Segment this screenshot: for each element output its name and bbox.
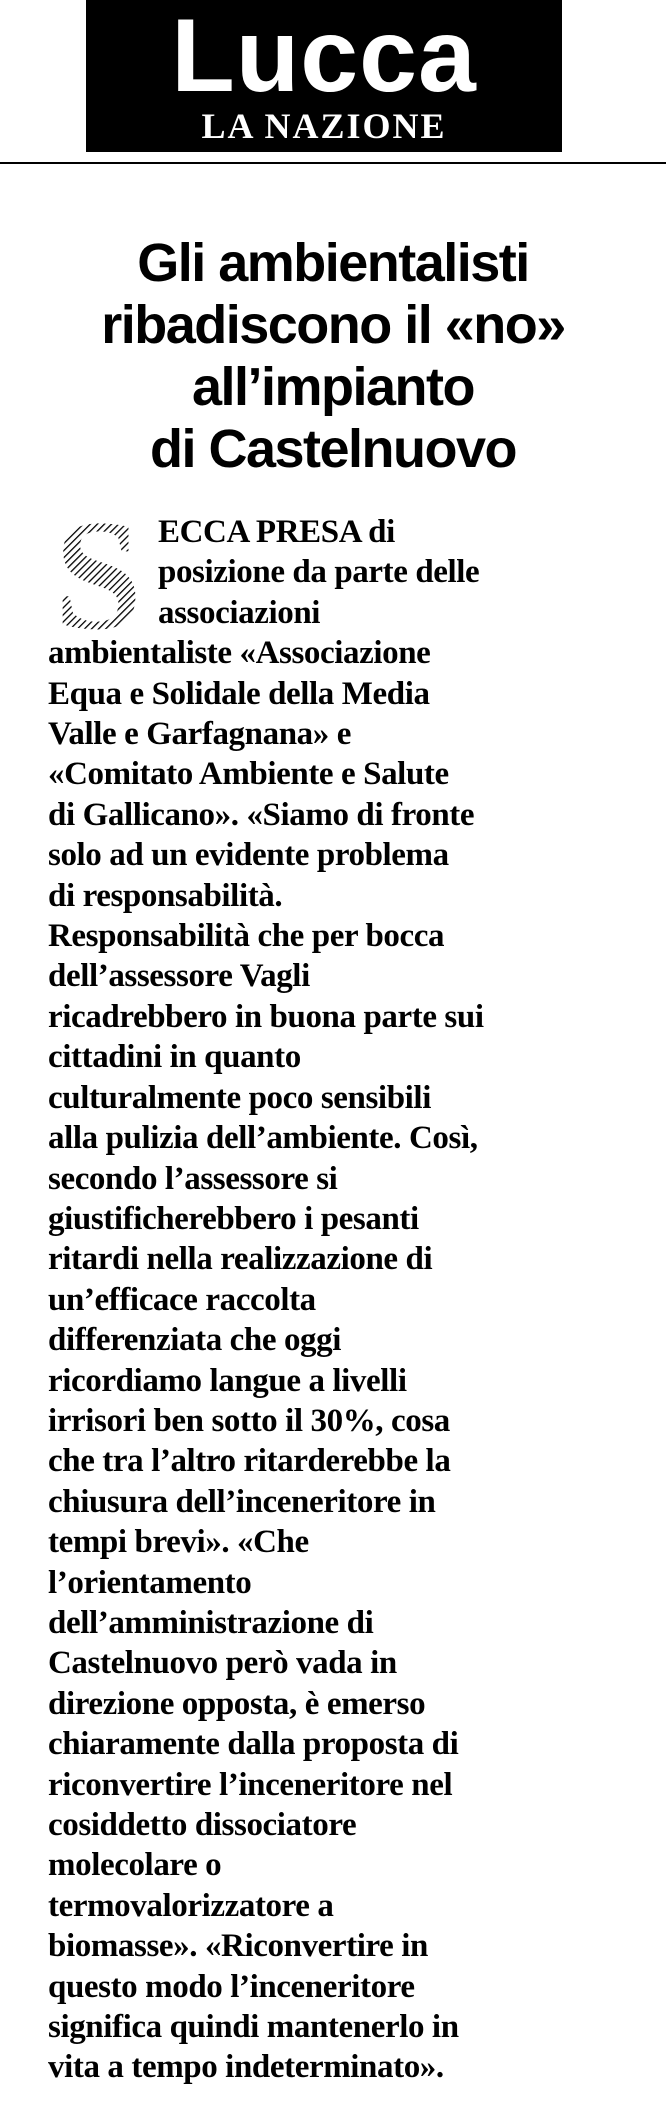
- article-line: ECCA PRESA di: [158, 514, 395, 550]
- header-rule: [0, 162, 666, 164]
- article-line: che tra l’altro ritarderebbe la: [48, 1443, 451, 1480]
- article-line: secondo l’assessore si: [48, 1160, 338, 1197]
- article-line: Responsabilità che per bocca: [48, 918, 445, 955]
- masthead-paper-name: LA NAZIONE: [201, 106, 447, 146]
- article-line: associazioni: [158, 594, 321, 631]
- article-line: ritardi nella realizzazione di: [48, 1241, 433, 1278]
- article-line: significa quindi mantenerlo in: [48, 2009, 459, 2046]
- article-line: questo modo l’inceneritore: [48, 1968, 415, 2005]
- article-line: molecolare o: [48, 1847, 222, 1884]
- masthead-city: Lucca: [171, 0, 477, 114]
- headline-line: ribadiscono il «no»: [101, 295, 565, 355]
- article-line: di responsabilità.: [48, 877, 283, 914]
- article-line: Castelnuovo però vada in: [48, 1645, 397, 1682]
- article-line: posizione da parte delle: [158, 554, 480, 591]
- article-line: tempi brevi». «Che: [48, 1524, 309, 1561]
- article-body: [48, 512, 618, 2088]
- article-line: chiaramente dalla proposta di: [48, 1726, 459, 1763]
- article-line: l’orientamento: [48, 1564, 252, 1601]
- drop-cap: [48, 516, 148, 634]
- article-line: dell’assessore Vagli: [48, 958, 310, 995]
- article-line: Valle e Garfagnana» e: [48, 716, 351, 753]
- article-line: Equa e Solidale della Media: [48, 675, 430, 712]
- article-line: riconvertire l’inceneritore nel: [48, 1766, 453, 1803]
- article-line: un’efficace raccolta: [48, 1281, 316, 1318]
- article-line: alla pulizia dell’ambiente. Così,: [48, 1120, 478, 1157]
- article-line: ricordiamo langue a livelli: [48, 1362, 407, 1399]
- article-line: giustificherebbero i pesanti: [48, 1200, 419, 1237]
- article-line: direzione opposta, è emerso: [48, 1685, 426, 1722]
- article-line: di Gallicano». «Siamo di fronte: [48, 796, 475, 833]
- article-line: termovalorizzatore a: [48, 1887, 334, 1924]
- article-line: cittadini in quanto: [48, 1039, 301, 1076]
- article-line: vita a tempo indeterminato».: [48, 2049, 444, 2086]
- article-line: ambientaliste «Associazione: [48, 635, 431, 672]
- article-line: ricadrebbero in buona parte sui: [48, 998, 484, 1035]
- article-line: culturalmente poco sensibili: [48, 1079, 431, 1116]
- headline-line: di Castelnuovo: [149, 419, 517, 479]
- drop-cap-letter: S: [54, 516, 142, 634]
- article-line: differenziata che oggi: [48, 1322, 342, 1359]
- article-line: irrisori ben sotto il 30%, cosa: [48, 1402, 450, 1439]
- article-line: dell’amministrazione di: [48, 1604, 374, 1641]
- article-line: cosiddetto dissociatore: [48, 1807, 357, 1843]
- article-line: chiusura dell’inceneritore in: [48, 1483, 436, 1520]
- headline-line: Gli ambientalisti: [137, 233, 529, 293]
- article-headline: [20, 232, 646, 480]
- headline-line: all’impianto: [191, 357, 475, 417]
- masthead: [86, 0, 562, 152]
- article-line: «Comitato Ambiente e Salute: [48, 756, 449, 793]
- article-line: biomasse». «Riconvertire in: [48, 1928, 428, 1965]
- article-line: solo ad un evidente problema: [48, 837, 449, 874]
